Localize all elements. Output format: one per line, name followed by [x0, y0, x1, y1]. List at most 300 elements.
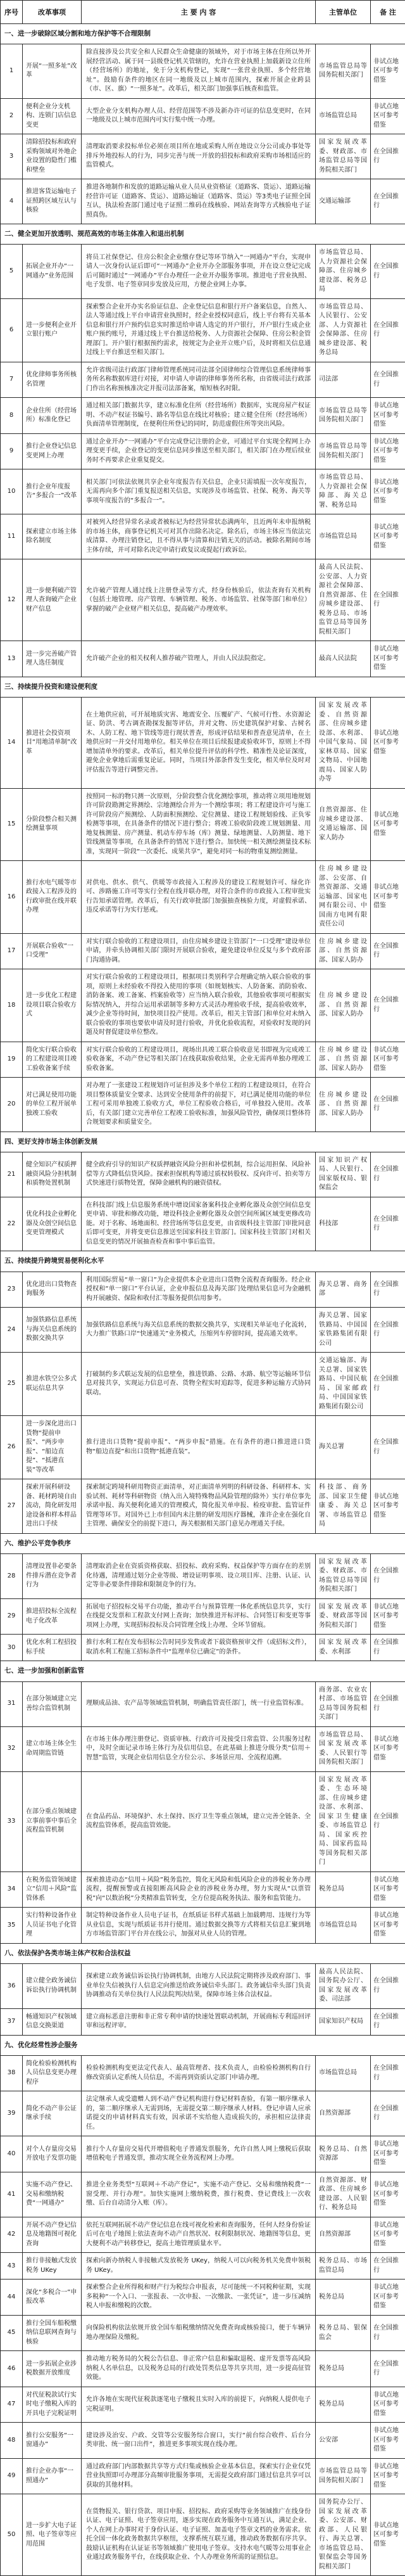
cell-org: 市场监管总局、人力资源社会保障部、住房城乡建设部、税务总局	[316, 245, 371, 299]
cell-item: 分阶段整合相关测绘测量事项	[23, 788, 82, 861]
cell-content: 向保险机构依法依规开放全国车船税缴纳情况免费查询或核验接口，便于车辆异地办理保险及缴税。	[82, 2315, 316, 2351]
cell-item: 畅通知识产权领域信息交换渠道	[23, 2008, 82, 2035]
section-header-row	[1, 1533, 405, 1553]
cell-no: 20	[1, 1078, 23, 1132]
cell-content: 检验检测机构变更法定代表人、最高管理者、技术负责人，由检验检测机构自行修改资质认定系统人员信息，不需再到资质认定部门申请办理。	[82, 2055, 316, 2091]
cell-content: 清理取消要求投标单位必须在项目所在地或采购人所在地设立分公司或办事处等排斥外地投标人的行为，同步完善与统一开放的招投标和政府采购市场相适应的监管模式。	[82, 134, 316, 179]
cell-no: 25	[1, 1353, 23, 1416]
cell-note: 非试点地区可参考借鉴	[371, 1598, 405, 1635]
table-row	[1, 1908, 405, 1944]
cell-item: 进一步扩大电子证照、电子签章等应用范围	[23, 2494, 82, 2576]
cell-note: 在全国推行	[371, 1197, 405, 1251]
cell-note: 在全国推行	[371, 969, 405, 1042]
cell-note: 非试点地区可参考借鉴	[371, 2387, 405, 2423]
cell-note: 非试点地区可参考借鉴	[371, 861, 405, 934]
cell-no: 18	[1, 969, 23, 1042]
section-header-row	[1, 2035, 405, 2055]
cell-org: 住房城乡建设部、自然资源部、国家人防办	[316, 933, 371, 969]
cell-org: 国家发展改革委、自然资源部、住房城乡建设部、水利部、中国气象局、国家林草局、国家文物局、中国地震局、国家人防办等	[316, 698, 371, 789]
cell-content: 推动地方税务局的欠税公告信息、非正常户信息和骗取退税、虚开发票等高风险纳税人名单信息，以及税务总局的行政处罚类信息等共享共用，进一步提高征管效能。	[82, 2351, 316, 2387]
cell-org: 自然资源部、财政部、住房城乡建设部、人民银行、税务总局	[316, 2172, 371, 2217]
cell-org: 市场监管总局等国务院相关部门	[316, 433, 371, 469]
cell-item: 推行水电气暖等市政接入工程涉及的行政审批在线并联办理	[23, 861, 82, 934]
cell-item: 进一步便利企业开立银行账户	[23, 298, 82, 362]
table-row	[1, 2136, 405, 2172]
cell-item: 对代征税款试行实时电子缴税入库的开具电子完税证明	[23, 2387, 82, 2423]
cell-org: 税务总局	[316, 1871, 371, 1908]
cell-note: 非试点地区可参考借鉴	[371, 2172, 405, 2217]
cell-no: 9	[1, 433, 23, 469]
cell-note: 在全国推行	[371, 1272, 405, 1308]
cell-no: 19	[1, 1042, 23, 1078]
table-row	[1, 2351, 405, 2387]
cell-item: 简化检验检测机构人员信息变更办理程序	[23, 2055, 82, 2091]
table-row	[1, 1635, 405, 1661]
cell-item: 推进招投标全流程电子化改革	[23, 1598, 82, 1635]
table-body	[1, 24, 405, 2576]
cell-no: 40	[1, 2136, 23, 2172]
table-row	[1, 1771, 405, 1871]
table-row	[1, 44, 405, 99]
cell-content: 允许破产企业的相关权利人推荐破产管理人，并由人民法院指定。	[82, 641, 316, 677]
column-header-org: 主管单位	[316, 1, 371, 24]
cell-content: 打破制约多式联运发展的信息壁垒，推进铁路、公路、水路、航空等运输环节信息对接共享，实现运力信息可查、货物全程实时追踪等，促进多种运输方式协同联动。	[82, 1353, 316, 1416]
cell-note: 在全国推行	[371, 2055, 405, 2091]
table-row	[1, 861, 405, 934]
table-row	[1, 1871, 405, 1908]
cell-no: 33	[1, 1771, 23, 1871]
cell-item: 推行全国车船税缴纳信息联网查询与核验	[23, 2315, 82, 2351]
table-row	[1, 933, 405, 969]
cell-item: 推行公安服务“一窗通办”	[23, 2423, 82, 2459]
table-row	[1, 1479, 405, 1534]
cell-no: 15	[1, 788, 23, 861]
cell-item: 在税务监管领域建立“信用＋风险”监管体系	[23, 1871, 82, 1908]
cell-item: 推行企业办事“一照通办”	[23, 2458, 82, 2494]
table-row	[1, 245, 405, 299]
cell-item: 实行特种设备作业人员证书电子化管理	[23, 1908, 82, 1944]
cell-no: 5	[1, 245, 23, 299]
cell-note: 在全国推行	[371, 245, 405, 299]
cell-no: 2	[1, 98, 23, 134]
cell-content: 探索建立政务诚信诉讼执行协调机制，由地方人民法院定期将涉及政府部门、事业单位失信被执行人信息定向推送给政务诚信牵头部门。政务诚信牵头部门负责协调推动有关单位执行人民法院判决结果，保障市场主体合法权益。	[82, 1963, 316, 2008]
cell-org: 市场监管总局	[316, 2055, 371, 2091]
cell-note: 在全国推行	[371, 1553, 405, 1598]
cell-item: 在部分重点领域建立事前事中事后全流程监管机制	[23, 1771, 82, 1871]
section-title: 四、更好支持市场主体创新发展	[1, 1132, 405, 1152]
cell-no: 36	[1, 1963, 23, 2008]
column-header-note: 备 注	[371, 1, 405, 24]
section-header-row	[1, 1661, 405, 1681]
cell-note: 在全国推行	[371, 1152, 405, 1197]
cell-item: 在部分领域建立完善综合监管机制	[23, 1681, 82, 1726]
cell-item: 加强铁路信息系统与海关信息系统的数据交换共享	[23, 1308, 82, 1353]
cell-org: 住房城乡建设部、自然资源部、国家人防办	[316, 1042, 371, 1078]
table-row	[1, 1078, 405, 1132]
cell-content: 健全政府引导的知识产权质押融资风险分担和补偿机制，综合运用担保、风险补偿等方式降低信贷风险。探索担保机构等通过质权转股权、反向许可、拍卖等方式快速进行质物处置，保障金融机构的融资债权。	[82, 1152, 316, 1197]
cell-no: 29	[1, 1598, 23, 1635]
table-row	[1, 1598, 405, 1635]
cell-content: 推行水利工程在发布招标公告时同步发售或者下载资格预审文件（或招标文件），取消水利工程施工招标条件中“监理单位已确定”的条件。	[82, 1635, 316, 1661]
cell-note: 非试点地区可参考借鉴	[371, 2280, 405, 2316]
cell-note: 非试点地区可参考借鉴	[371, 2217, 405, 2253]
cell-no: 37	[1, 2008, 23, 2035]
cell-no: 21	[1, 1152, 23, 1197]
section-title: 七、进一步加强和创新监管	[1, 1661, 405, 1681]
table-row	[1, 179, 405, 224]
section-title: 八、依法保护各类市场主体产权和合法权益	[1, 1943, 405, 1963]
table-row	[1, 2172, 405, 2217]
cell-item: 进一步拓展企业涉税数据开放维度	[23, 2351, 82, 2387]
cell-item: 进一步便利破产管理人查询破产企业财产信息	[23, 559, 82, 641]
cell-item: 进一步深化进出口货物“提前申报”、“两步申报”、“船边直提”、“抵港直装”等改革	[23, 1416, 82, 1479]
cell-content: 探索向新办纳税人非接触式发放税务 UKey，纳税人可以向税务机关免费申领税务 UKey。	[82, 2253, 316, 2280]
column-header-item: 改革事项	[23, 1, 82, 24]
cell-no: 32	[1, 1726, 23, 1771]
table-row	[1, 1681, 405, 1726]
section-header-row	[1, 224, 405, 245]
cell-org: 商务部、农业农村部、市场监管总局等国务院相关部门	[316, 1681, 371, 1726]
cell-note: 在全国推行	[371, 2253, 405, 2280]
cell-content: 对办理了一张建设工程规划许可证但涉及多个单位工程的工程建设项目，在符合项目整体质量安全要求、达到安全使用条件的前提下，对已满足使用功能的单位工程可采用单独竣工验收方式，单位工程验收合格后，可单独投入使用。改革后，有关部门建立完善单位工程竣工验收标准，加强风险管控，确保项目整体符合规划要求和质量安全。	[82, 1078, 316, 1132]
section-header-row	[1, 1943, 405, 1963]
cell-no: 8	[1, 398, 23, 434]
cell-org: 税务总局、自然资源部	[316, 2136, 371, 2172]
cell-content: 探索整合企业开办实名验证信息、企业登记信息和银行开户备案信息，自然人、法人等通过线上平台申请营业执照时，经企业授权同意后，线上平台将有关基本信息和银行开户预约信息实时推送给申请人选定的开户银行，开户银行生成企业账户预约账号，并通过线上平台推送给税务、人力资源社会保障、住房公积金管理部门。开户银行根据预约需求，按规定为企业开立账户后，及时将相关信息通过线上平台推送至相关部门。	[82, 298, 316, 362]
cell-no: 46	[1, 2351, 23, 2387]
cell-item: 探索建立市场主体除名制度	[23, 514, 82, 559]
cell-item: 清理设置非必要条件排斥潜在竞争者行为	[23, 1553, 82, 1598]
cell-note: 在全国推行	[371, 1078, 405, 1132]
cell-org: 国家发展改革委、水利部	[316, 1635, 371, 1661]
cell-content: 加强铁路信息系统与海关信息系统的数据交换共享，实现相关单证电子化流转，大力推广铁路口岸“快速通关”业务模式，压缩列车停留时间，提高通关效率。	[82, 1308, 316, 1353]
cell-item: 健全知识产权质押融资风险分担机制和质物处置机制	[23, 1152, 82, 1197]
cell-no: 31	[1, 1681, 23, 1726]
section-title: 二、健全更加开放透明、规范高效的市场主体准入和退出机制	[1, 224, 405, 245]
table-row	[1, 134, 405, 179]
cell-item: 便利企业分支机构、连锁门店信息变更	[23, 98, 82, 134]
table-row	[1, 2055, 405, 2091]
cell-org: 住房城乡建设部、自然资源部、国家人防办	[316, 969, 371, 1042]
cell-content: 建立商标恶意注册和非正常专利申请的快速处置联动机制，开展商标专利巡回评审和远程评审。	[82, 2008, 316, 2035]
cell-no: 10	[1, 469, 23, 514]
cell-item: 开展不动产登记信息及地籍图可视化查询	[23, 2217, 82, 2253]
cell-note: 非试点地区可参考借鉴	[371, 398, 405, 434]
cell-content: 理顺成品油、农产品等领域监管机制，明确监管责任部门，统一行业监管标准。	[82, 1681, 316, 1726]
cell-org: 国家知识产权局	[316, 2008, 371, 2035]
cell-content: 大型企业分支机构办理人员、经营范围等不涉及新办许可证的信息变更时，在同一地级及以上城市范围内可实行集中统一办理。	[82, 98, 316, 134]
cell-no: 16	[1, 861, 23, 934]
cell-item: 清除招投标和政府采购领域对外地企业设置的隐性门槛和壁垒	[23, 134, 82, 179]
cell-no: 13	[1, 641, 23, 677]
cell-content: 相关部门可依法依规共享企业年度报告有关信息，企业只需填报一次年度报告，无需再向多个部门重复报送相关信息，实现涉及市场监管、社保、税务、海关等事项年度报告的“多报合一”。	[82, 469, 316, 514]
table-row	[1, 98, 405, 134]
cell-note: 在全国推行	[371, 2091, 405, 2136]
cell-no: 38	[1, 2055, 23, 2091]
table-row	[1, 298, 405, 362]
cell-note: 在全国推行	[371, 362, 405, 398]
section-title: 六、维护公平竞争秩序	[1, 1533, 405, 1553]
cell-content: 探索推进动态“信用＋风险”税务监控，简化无风险和低风险企业的涉税业务办理流程，提醒预警或直接阻断高风险企业的涉税业务办理，努力实现从“以票管税”向“以数治税”分类精准监管转变，全方位提高税务执法、服务和监管能力。	[82, 1871, 316, 1908]
cell-item: 开展“一照多址”改革	[23, 44, 82, 99]
cell-org: 税务总局	[316, 2280, 371, 2316]
cell-org: 公安部	[316, 2423, 371, 2459]
cell-item: 建立健全政务诚信诉讼执行协调机制	[23, 1963, 82, 2008]
table-row	[1, 2280, 405, 2316]
table-row	[1, 788, 405, 861]
cell-org: 税务总局	[316, 2351, 371, 2387]
section-title: 九、优化经常性涉企服务	[1, 2035, 405, 2055]
cell-item: 深化“多税合一”申报改革	[23, 2280, 82, 2316]
cell-org: 国家发展改革委、生态环境部、住房城乡建设部、水利部、国家卫生健康委、市场监管总局、国家疾控局、国家药监局等国务院相关部门	[316, 1771, 371, 1871]
table-row	[1, 1726, 405, 1771]
cell-content: 对被列入经营异常名录或者被标记为经营异常状态满两年，且近两年未申报纳税的市场主体，商事登记机关可对其作出除名决定。除名后，市场主体应当依法完成清算、办理注销登记，且不得从事与清算和注销无关的活动。被除名期间市场主体存续，并可对除名决定申请行政复议或提起行政诉讼。	[82, 514, 316, 559]
cell-item: 简化实行联合验收的工程建设项目竣工验收备案手续	[23, 1042, 82, 1078]
section-title: 五、持续提升跨境贸易便利化水平	[1, 1251, 405, 1272]
cell-item: 简化不动产非公证继承手续	[23, 2091, 82, 2136]
cell-org: 市场监管总局等国务院相关部门	[316, 44, 371, 99]
cell-note: 非试点地区可参考借鉴	[371, 2423, 405, 2459]
cell-org: 交通运输部、海关总署、国家铁路局、中国民航局、国家邮政局、中国国家铁路集团有限公司	[316, 1353, 371, 1416]
cell-org: 海关总署	[316, 1416, 371, 1479]
table-row	[1, 2008, 405, 2035]
table-header-row	[1, 1, 405, 24]
cell-content: 在科技部门线上信息服务系统中增设国家备案科技企业孵化器及众创空间信息变更申请、审批和修改功能，增设科技企业孵化器及众创空间所属区域变更修改功能。对于名称、场地面积、经营场所等信息变更，由省级科技主管部门审批同意后即可变更，并将变更信息推送至国家科技主管部门。国家科技主管部门对相关信息变更的情况开展抽查检查和事中事后监管。	[82, 1197, 316, 1251]
table-row	[1, 514, 405, 559]
cell-content: 允许省级司法行政部门律师管理系统同司法部全国律师综合管理信息系统律师事务所名称数据库进行对接，对申请人申请的律师事务所名称，由省级司法行政部门作出名称预核准决定并报司法部备案，缩短核名时限。	[82, 362, 316, 398]
table-row	[1, 433, 405, 469]
cell-note: 非试点地区可参考借鉴	[371, 433, 405, 469]
cell-note: 在全国推行	[371, 2008, 405, 2035]
table-row	[1, 2091, 405, 2136]
section-title: 三、持续提升投资和建设便利度	[1, 677, 405, 697]
table-row	[1, 2217, 405, 2253]
cell-item: 推进客货运输电子证照跨区域互认与核验	[23, 179, 82, 224]
section-header-row	[1, 1132, 405, 1152]
cell-org: 海关总署、国家铁路局、中国国家铁路集团有限公司	[316, 1308, 371, 1353]
table-row	[1, 1152, 405, 1197]
cell-content: 推进全业务类型“互联网＋不动产登记”，实施不动产登记、交易和缴纳税费“一窗受理、并行办理”。加快实施网上缴纳税费，推行税费、登记费线上一次收缴、后台自动清分入账（库）。	[82, 2172, 316, 2217]
cell-org: 市场监管总局等国务院相关部门	[316, 398, 371, 434]
cell-no: 49	[1, 2458, 23, 2494]
cell-item: 推行非接触式发放税务 UKey	[23, 2253, 82, 2280]
cell-no: 23	[1, 1272, 23, 1308]
table-row	[1, 1963, 405, 2008]
cell-content: 拓展电子招投标交易平台功能，推动平台与预算管理一体化系统信息共享，实行在线提交发票和工程款支付网上查询；加快推进开标评标、合同签订和变更等事项网上办理，实现招标投标及合同管理全线上办理、全环节留痕。	[82, 1598, 316, 1635]
cell-content: 利用国际贸易“单一窗口”为企业提供本企业进出口货物全流程查询服务。经企业授权和“单一窗口”平台认证，企业申报信息及海关部门处理结果信息可为金融机构开展融资、保险和收付汇等服务提供信用参考。	[82, 1272, 316, 1308]
cell-item: 建立市场主体全生命周期监管链	[23, 1726, 82, 1771]
cell-content: 对实行联合验收的工程建设项目，根据项目类别科学合理确定纳入联合验收的事项，原则上未经验收不得投入使用的事项（如规划核实、人防备案、消防验收、消防备案、竣工备案、档案验收等）应当纳入联合验收，其他验收事项可根据实际情况纳入，并综合运用承诺制等多种方式灵活办理验收手续，提高验收效率，减少企业等待时间，加快项目投产使用。改革后，相关主管部门和单位对未纳入联合验收的事项也要依申请及时进行验收，并优化验收流程，对验收时发现的问题及时督促建设单位整改。	[82, 969, 316, 1042]
cell-item: 推进水铁空公多式联运信息共享	[23, 1353, 82, 1416]
cell-org: 市场监管总局	[316, 1908, 371, 1944]
cell-no: 28	[1, 1553, 23, 1598]
cell-item: 进一步完善破产管理人选任制度	[23, 641, 82, 677]
cell-no: 24	[1, 1308, 23, 1353]
cell-org: 自然资源部	[316, 2217, 371, 2253]
cell-note: 在全国推行	[371, 1963, 405, 2008]
cell-org: 交通运输部	[316, 179, 371, 224]
cell-org: 市场监管总局、人力资源社会保障部、海关总署、税务总局	[316, 469, 371, 514]
cell-content: 法定继承人或受遗赠人到不动产登记机构进行登记材料查验，有第一顺序继承人的，第二顺序继承人无需到场，无需提交第二顺序继承人材料。登记申请人应承诺提交的申请材料真实有效，因承诺不实给他人造成损失的，承担相应法律责任。	[82, 2091, 316, 2136]
cell-item: 优化科技企业孵化器及众创空间信息变更管理模式	[23, 1197, 82, 1251]
cell-no: 17	[1, 933, 23, 969]
cell-content: 将员工社保登记、住房公积金企业缴存登记等环节纳入“一网通办”平台，实现申请人一次身份认证后即可“一网通办”企业开办全部服务事项，并在设立登记完成后可随时通过“一网通办”平台办理任一企业开办服务事项。推进电子营业执照、电子发票、电子签章同步发放及应用，方便企业网上办事。	[82, 245, 316, 299]
cell-no: 6	[1, 298, 23, 362]
table-row	[1, 1272, 405, 1308]
cell-content: 对供电、供水、供气、供暖等市政接入工程涉及的建设工程规划许可、绿化许可、涉路施工许可等实行全程在线并联办理，对符合条件的市政接入工程审批实行告知承诺管理。改革后，有关行政审批部门加强抽查核验力度，对虚假承诺、违反承诺等行为实行惩戒。	[82, 861, 316, 934]
cell-org: 科技部	[316, 1197, 371, 1251]
cell-org: 最高人民法院	[316, 641, 371, 677]
cell-note: 在全国推行	[371, 134, 405, 179]
cell-org: 税务总局	[316, 2387, 371, 2423]
table-row	[1, 362, 405, 398]
cell-no: 48	[1, 2423, 23, 2459]
cell-no: 26	[1, 1416, 23, 1479]
cell-note: 非试点地区可参考借鉴	[371, 98, 405, 134]
table-row	[1, 559, 405, 641]
cell-item: 推行企业登记信息变更网上办理	[23, 433, 82, 469]
cell-content: 按照同一标的物只测一次原则，分阶段整合优化测绘事项，推动将立项用地规划许可阶段勘测定界测绘、宗地测绘合并为一个测绘事项；将工程建设许可与施工许可阶段房产预测绘、人防面积预测绘、定位测量、建设工程规划验线、正负零检测等事项，在具备条件的情况下进行整合；将竣工验收阶段竣工规划测量、用地复核测量、房产测量、机动车停车场（库）测量、绿地测量、人防测量、地下管线测量等事项，在具备条件的情况下进行整合。加快统一相关测绘测量技术标准，实现同一阶段“一次委托、成果共享”，避免对同一标的物重复测绘测量。	[82, 788, 316, 861]
cell-note: 非试点地区可参考借鉴	[371, 1042, 405, 1078]
cell-content: 依托互联网拓展不动产登记信息在线可视化检索和查询服务，任何人经身份验证后可在电子地图上依法查询不动产自然状况、权利限制状况、地籍图等信息，更大便利不动产转移登记，提高土地管理质量水平。	[82, 2217, 316, 2253]
cell-no: 50	[1, 2494, 23, 2576]
cell-content: 在市场主体办理注册登记、资质审核、行政许可及接受日常监管、公共服务过程中，及时全面记录市场主体行为及信用信息，在此基础上推进分级分类“信用＋智慧”监管，实现企业信用信息全方位公示、多场景应用、全流程追溯。	[82, 1726, 316, 1771]
cell-item: 推行企业年度报告“多报合一”改革	[23, 469, 82, 514]
cell-item: 探索开展科研设备、耗材跨境自由流动，简化研发用途设备和样本样品进出口手续	[23, 1479, 82, 1534]
cell-org: 海关总署、商务部	[316, 1272, 371, 1308]
cell-content: 建设涉及治安、户政、交管等公安服务综合窗口，实行“前台综合收件、后台分类审批、统一窗口出件”，推进更多事项实现在线办理。	[82, 2423, 316, 2459]
cell-no: 41	[1, 2172, 23, 2217]
table-row	[1, 2458, 405, 2494]
cell-content: 推进各地制作和发放的道路运输从业人员从业资格证（道路客、货运）、道路运输经营许可证（道路客、货运）、道路运输证（道路客、货运）等3类电子证照全国互认，执法检查部门通过电子证照二维码在线核验、网站查询等方式核验电子证照真伪。	[82, 179, 316, 224]
table-row	[1, 1308, 405, 1353]
cell-org: 自然资源部	[316, 2091, 371, 2136]
cell-item: 实施不动产登记、交易和缴纳税费“一网通办”	[23, 2172, 82, 2217]
table-row	[1, 469, 405, 514]
cell-no: 7	[1, 362, 23, 398]
table-row	[1, 398, 405, 434]
cell-item: 对个人存量房交易开放电子发票功能	[23, 2136, 82, 2172]
cell-note: 在全国推行	[371, 1771, 405, 1871]
cell-org: 住房城乡建设部、公安部、自然资源部、交通运输部、国家电网有限公司、中国南方电网有限责任公司	[316, 861, 371, 934]
cell-note: 在全国推行	[371, 1635, 405, 1661]
cell-org: 国家知识产权局、人民银行、国家版权局、银保监会	[316, 1152, 371, 1197]
cell-no: 42	[1, 2217, 23, 2253]
cell-content: 在土地供应前，可开展地质灾害、地震安全、压覆矿产、气候可行性、水资源论证、防洪、考古调查勘探发掘等评估，并对文物、历史建筑保护对象、古树名木、人防工程、地下管线等进行现状普查，形成评估结果和普查意见清单，在土地供应时一并交付用地单位。相关单位在项目后续报建或验收环节，原则上不得增加清单外的要求。改革后，相关单位提升评估的科学性、精准性及论证深度，避免企业拿地后需重复论证。同时，当项目外部条件发生变化，相关单位及时对评估报告等进行调整完善。	[82, 698, 316, 789]
cell-content: 探索制定跨境科研用物资正面清单，对正面清单列明的科研设备、科研样本、实验试剂、耗材等科研物资（纳入出入境特殊物品风险管理的除外）实行单位事先承诺申报、海关便利化通关的管理模式，简化报关单申报、检疫审批、监管证件管理等环节。对国外已上市但国内未注册的研发用医疗器械，准许企业在强化自主管理、确保安全的前提下进口，海关根据相关部门意见办理通关手续。	[82, 1479, 316, 1534]
cell-org: 国家发展改革委、财政部、市场监管总局等国务院相关部门	[316, 1553, 371, 1598]
cell-note: 非试点地区可参考借鉴	[371, 1726, 405, 1771]
cell-no: 22	[1, 1197, 23, 1251]
cell-org: 国务院办公厅、国家发展改革委、公安部、财政部、人民银行、海关总署、市场监管总局、银保监会等国务院相关部门	[316, 2494, 371, 2576]
cell-org: 市场监管总局、人民银行、公安部、人力资源社会保障部、住房城乡建设部、税务总局	[316, 298, 371, 362]
section-title: 一、进一步破除区域分割和地方保护等不合理限制	[1, 24, 405, 44]
cell-note: 非试点地区可参考借鉴	[371, 1871, 405, 1908]
cell-org: 税务总局、市场监管总局	[316, 2253, 371, 2280]
cell-item: 优化律师事务所核名管理	[23, 362, 82, 398]
cell-no: 39	[1, 2091, 23, 2136]
cell-no: 34	[1, 1871, 23, 1908]
table-row	[1, 2423, 405, 2459]
cell-note: 在全国推行	[371, 179, 405, 224]
cell-content: 通过相关部门数据共享，建立标准化住所（经营场所）数据库，实现房屋产权证明、不动产权证书编号、路名等信息在线比对核验；建立健全住所（经营场所）负面清单管理制度，在便利住所登记的同时，防范虚假住所等突出风险。	[82, 398, 316, 434]
cell-org: 国家发展改革委、财政部、市场监管总局等国务院相关部门	[316, 134, 371, 179]
cell-org: 市场监管总局	[316, 98, 371, 134]
cell-note: 在全国推行	[371, 559, 405, 641]
cell-org: 司法部	[316, 362, 371, 398]
cell-note: 在全国推行	[371, 1416, 405, 1479]
cell-note: 非试点地区可参考借鉴	[371, 2136, 405, 2172]
table-row	[1, 1197, 405, 1251]
cell-content: 允许各地在实现代征税款逐笔电子缴税且实时入库的前提下，向纳税人提供电子完税证明。	[82, 2387, 316, 2423]
cell-content: 推行进出口货物“提前申报”、“两步申报”措施。在有条件的港口推进进口货物“船边直提”和出口货物“抵港直装”。	[82, 1416, 316, 1479]
cell-org: 最高人民法院、公安部、人力资源社会保障部、自然资源部、住房城乡建设部、税务总局、市场监管总局等国务院相关部门	[316, 559, 371, 641]
cell-content: 清理取消企业在资质资格获取、招投标、政府采购、权益保护等方面存在的差别化待遇，清理通过划分企业等级、增设证明事项、设立项目库、注册、认证、认定等非必要条件排除和限制竞争的行为。	[82, 1553, 316, 1598]
cell-note: 在全国推行	[371, 1353, 405, 1416]
cell-note: 在全国推行	[371, 933, 405, 969]
cell-no: 35	[1, 1908, 23, 1944]
cell-no: 47	[1, 2387, 23, 2423]
table-row	[1, 2494, 405, 2576]
cell-no: 45	[1, 2315, 23, 2351]
cell-no: 1	[1, 44, 23, 99]
cell-org: 市场监管总局、国家发展改革委、人民银行等国务院相关部门	[316, 1726, 371, 1771]
cell-content: 通过企业开办“一网通办”平台完成登记注册的企业，可通过平台实现全程网上办理变更手续，企业登记的变更信息同步推送至相关部门，相关部门在办理后续业务时不再要求企业重复提交。	[82, 433, 316, 469]
table-row	[1, 641, 405, 677]
cell-content: 在食品药品、环境保护、水土保持、医疗卫生等重点领域，建立完善全链条、全流程监管体系，提高监管效能。	[82, 1771, 316, 1871]
cell-org: 市场监管总局	[316, 514, 371, 559]
table-row	[1, 2315, 405, 2351]
cell-item: 优化进出口货物查询服务	[23, 1272, 82, 1308]
table-row	[1, 1042, 405, 1078]
cell-content: 对实行联合验收的工程建设项目，由住房城乡建设主管部门“一口受理”建设单位申请，并牵头协调相关部门限时开展联合验收，避免建设单位反复与多个政府部门沟通协调。	[82, 933, 316, 969]
cell-content: 探索整合企业所得税和财产行为税综合申报表，尽可能统一不同税种征期，实现多税种“一个入口、一张报表、一次申报、一次缴款、一张凭证”，进一步压减纳税人申报和缴税的次数。	[82, 2280, 316, 2316]
table-row	[1, 1553, 405, 1598]
cell-note: 非试点地区可参考借鉴	[371, 514, 405, 559]
cell-no: 12	[1, 559, 23, 641]
cell-org: 自然资源部、住房城乡建设部、交通运输部、国家人防办	[316, 788, 371, 861]
cell-note: 非试点地区可参考借鉴	[371, 788, 405, 861]
cell-note: 非试点地区可参考借鉴	[371, 641, 405, 677]
section-header-row	[1, 677, 405, 697]
cell-note: 在全国推行	[371, 2351, 405, 2387]
cell-content: 制定特种设备作业人员电子证书，在纸质证书样式基础上加载聘用、违规行为等从业信息，实现与纸质证书并行使用。通过数据交换等方式将相关信息汇聚到地方市场监管部门平台并在线公示，加强对从业人员的管理。	[82, 1908, 316, 1944]
cell-org: 住房城乡建设部、自然资源部、国家人防办	[316, 1078, 371, 1132]
cell-content: 在货物报关、银行贷款、项目申报、招投标、政府采购等业务领域推广在线身份认证、电子证照、电子签章应用，逐步实现在政务服务中互通互认，满足企业、个人在网上办事时对于身份认证、电子证照、加盖电子签章文档的业务需求。依托全国一体化政务数据共享枢纽，支撑系统互联互通，推动政务数据有序共享。鼓励认证机构在认证证书等领域推广使用电子签章。支持水电气暖等公用事业企业通过政务服务平台，在线获取企业、个人办理业务所需的证照信息。	[82, 2494, 316, 2576]
cell-org: 国家发展改革委、财政部等国务院相关部门	[316, 1598, 371, 1635]
cell-note: 在全国推行	[371, 1308, 405, 1353]
table-row	[1, 698, 405, 789]
cell-note: 在全国推行	[371, 298, 405, 362]
cell-item: 进一步优化工程建设项目联合验收方式	[23, 969, 82, 1042]
cell-no: 11	[1, 514, 23, 559]
table-row	[1, 1353, 405, 1416]
cell-note: 非试点地区可参考借鉴	[371, 2458, 405, 2494]
cell-item: 推进社会投资项目“用地清单制”改革	[23, 698, 82, 789]
cell-org: 税务总局、银保监会	[316, 2315, 371, 2351]
column-header-no: 序号	[1, 1, 23, 24]
section-header-row	[1, 1251, 405, 1272]
column-header-content: 主 要 内 容	[82, 1, 316, 24]
cell-no: 14	[1, 698, 23, 789]
cell-content: 除直接涉及公共安全和人民群众生命健康的领域外，对于市场主体在住所以外开展经营活动、属于同一县级登记机关管辖的，允许在营业执照上加载新设立住所（经营场所）的地址，免于分支机构登记，实现“一张营业执照、多个经营地址”。鼓励有条件的地区在同一地级及以上城市范围内，探索开展企业跨县（市、区、旗）“一照多址”。改革后，相关部门加强事后核查和监管。	[82, 44, 316, 99]
cell-no: 43	[1, 2253, 23, 2280]
cell-note: 非试点地区可参考借鉴	[371, 1479, 405, 1534]
cell-item: 开展联合验收“一口受理”	[23, 933, 82, 969]
cell-content: 推行个人存量房交易代开增值税电子普通发票服务，允许自然人网上缴税后获取增值税电子普通发票，推动实现全业务流程网上办理。	[82, 2136, 316, 2172]
cell-item: 企业住所（经营场所）标准化登记	[23, 398, 82, 434]
cell-note: 非试点地区可参考借鉴	[371, 2494, 405, 2576]
